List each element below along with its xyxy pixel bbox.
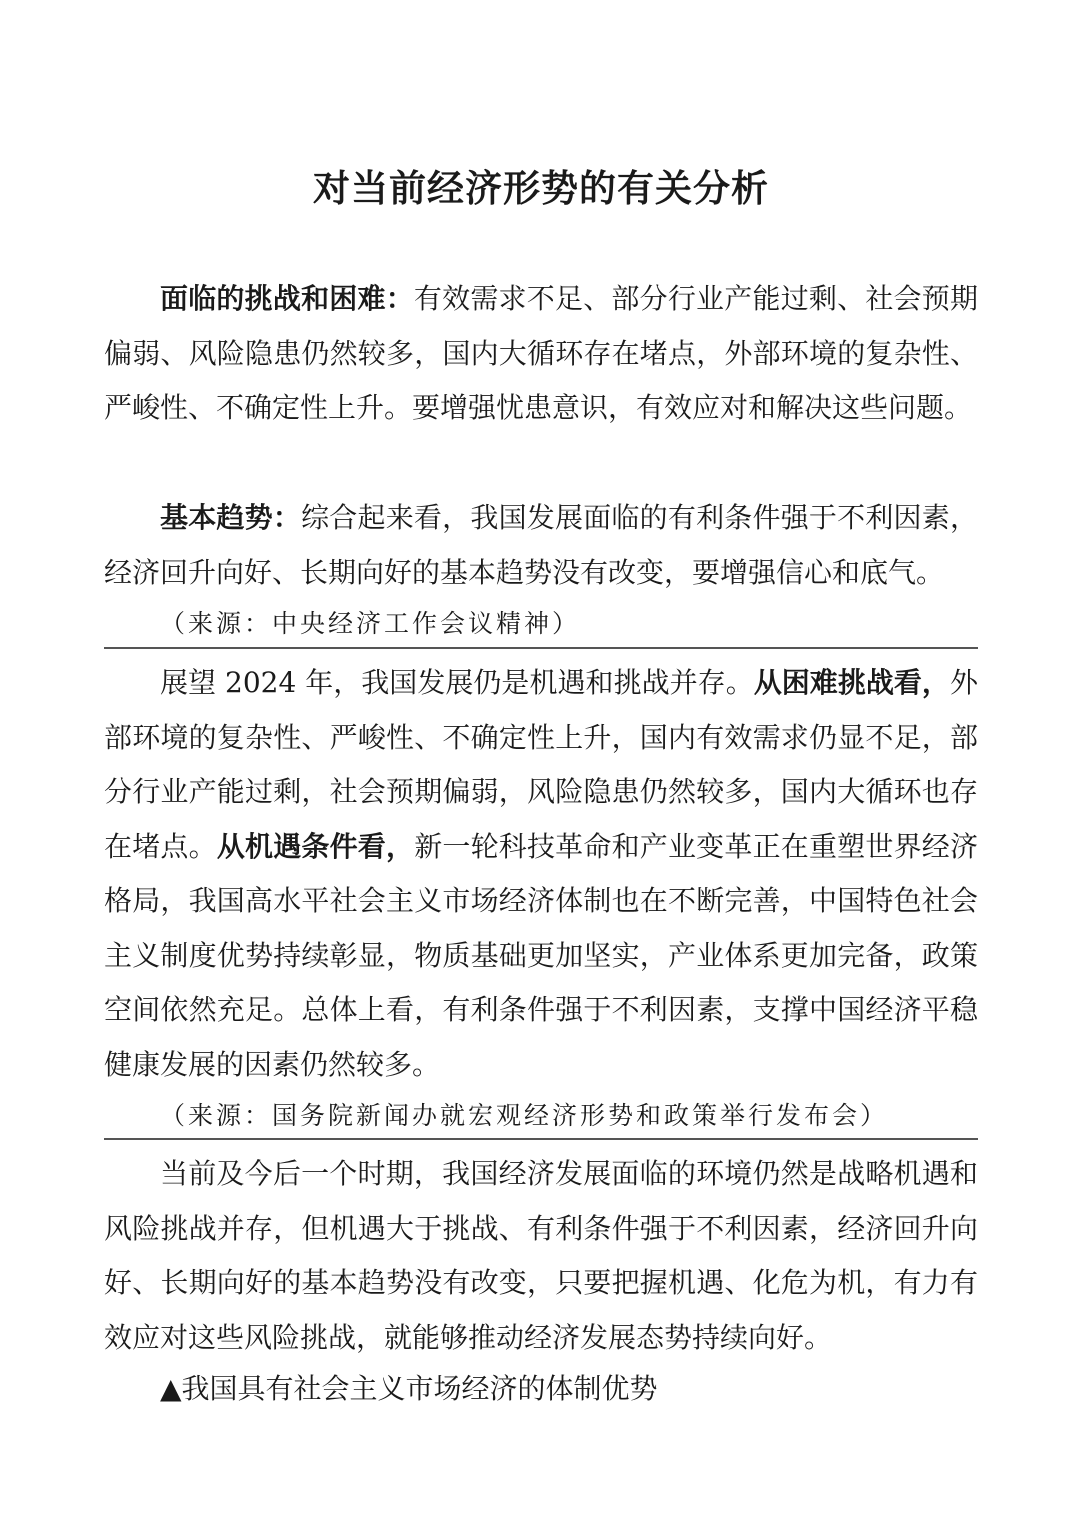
page-title: 对当前经济形势的有关分析 (313, 166, 769, 210)
challenges-paragraph (104, 272, 978, 436)
outlook-text-c: 新一轮科技革命和产业变革正在重塑世界经济格局，我国高水平社会主义市场经济体制也在不断完善，中国特色社会主义制度优势持续彰显，物质基础更加坚实，产业体系更加完备，政策空间依然充足。总体上看，有利条件强于不利因素，支撑中国经济平稳健康发展的因素仍然较多。 (104, 829, 978, 1081)
source-note: （来源：国务院新闻办就宏观经济形势和政策举行发布会） (160, 1101, 889, 1130)
outlook-bold-a: 从困难挑战看， (753, 666, 950, 699)
current-period-paragraph: 当前及今后一个时期，我国经济发展面临的环境仍然是战略机遇和风险挑战并存，但机遇大于挑战、有利条件强于不利因素，经济回升向好、长期向好的基本趋势没有改变，只要把握机遇、化危为机，有力有效应对这些风险挑战，就能够推动经济发展态势持续向好。 (104, 1157, 978, 1354)
challenges-text: 有效需求不足、部分行业产能过剩、社会预期偏弱、风险隐患仍然较多，国内大循环存在堵点，外部环境的复杂性、严峻性、不确定性上升。要增强忧患意识，有效应对和解决这些问题。 (104, 282, 978, 424)
outlook-paragraph (104, 656, 978, 1092)
trend-text: 综合起来看，我国发展面临的有利条件强于不利因素，经济回升向好、长期向好的基本趋势没有改变，要增强信心和底气。 (104, 501, 978, 589)
bullet-heading: ▲我国具有社会主义市场经济的体制优势 (160, 1372, 658, 1405)
outlook-text-b: 外部环境的复杂性、严峻性、不确定性上升，国内有效需求仍显不足，部分行业产能过剩，社会预期偏弱，风险隐患仍然较多，国内大循环也存在堵点。 (104, 666, 978, 863)
outlook-text-a: 展望 2024 年，我国发展仍是机遇和挑战并存。 (160, 666, 754, 699)
section-divider (104, 647, 978, 649)
trend-paragraph (104, 491, 978, 600)
trend-label: 基本趋势： (160, 501, 302, 534)
challenges-label: 面临的挑战和困难： (160, 282, 414, 315)
source-note: （来源：中央经济工作会议精神） (160, 609, 581, 638)
outlook-bold-b: 从机遇条件看， (216, 829, 415, 863)
section-divider (104, 1138, 978, 1140)
